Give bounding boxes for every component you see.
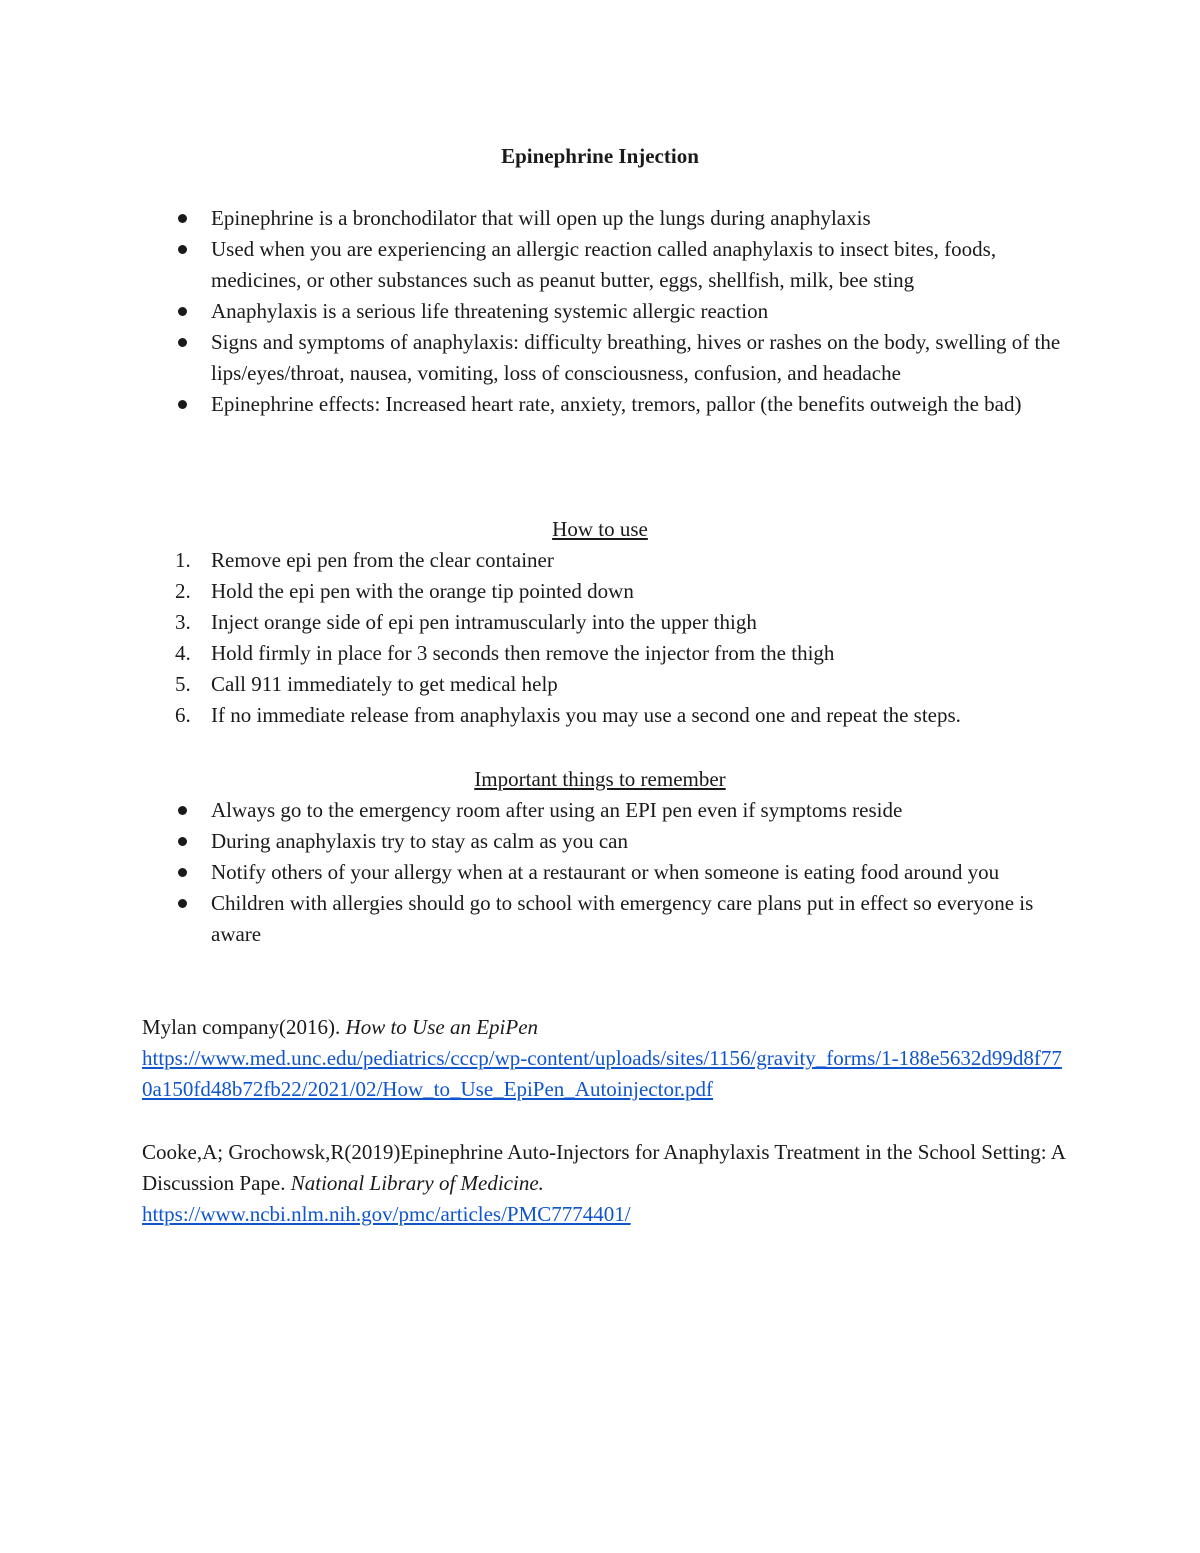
- step-number: 2.: [175, 579, 191, 603]
- step-number: 6.: [175, 703, 191, 727]
- list-item: [0, 234, 1071, 296]
- bullet-icon: [178, 806, 187, 815]
- list-item-text: Epinephrine effects: Increased heart rate, anxiety, tremors, pallor (the benefits outweigh the bad): [211, 392, 1022, 416]
- main-bullet-list: [0, 203, 1200, 420]
- list-item-text: Always go to the emergency room after using an EPI pen even if symptoms reside: [211, 798, 903, 822]
- step-number: 4.: [175, 641, 191, 665]
- list-item-text: Notify others of your allergy when at a restaurant or when someone is eating food around you: [211, 860, 1000, 884]
- list-item-text: Used when you are experiencing an allergic reaction called anaphylaxis to insect bites, foods, medicines, or other substances such as peanut butter, eggs, shellfish, milk, bee sting: [211, 237, 997, 292]
- reference-citation: [142, 1137, 1072, 1199]
- bullet-icon: [178, 245, 187, 254]
- document-title: Epinephrine Injection: [501, 144, 699, 168]
- step-item: [0, 545, 1071, 576]
- bullet-icon: [178, 400, 187, 409]
- important-list: [0, 795, 1200, 950]
- list-item-text: During anaphylaxis try to stay as calm as you can: [211, 829, 628, 853]
- list-item: [0, 203, 1071, 234]
- reference-url-line: [142, 1199, 1072, 1230]
- reference-author: Mylan company(2016).: [142, 1015, 346, 1039]
- bullet-icon: [178, 307, 187, 316]
- step-item: [0, 638, 1071, 669]
- step-number: 5.: [175, 672, 191, 696]
- reference-author: Cooke,A; Grochowsk,R(2019)Epinephrine Auto-Injectors for Anaphylaxis Treatment in the School Setting: A Discussion Pape.: [142, 1140, 1065, 1195]
- step-text: Inject orange side of epi pen intramuscularly into the upper thigh: [211, 610, 757, 634]
- reference-url-line: [142, 1043, 1072, 1105]
- step-text: Remove epi pen from the clear container: [211, 548, 554, 572]
- bullet-icon: [178, 868, 187, 877]
- reference-title: How to Use an EpiPen: [345, 1015, 539, 1039]
- list-item-text: Anaphylaxis is a serious life threatening systemic allergic reaction: [211, 299, 769, 323]
- reference-link[interactable]: https://www.ncbi.nlm.nih.gov/pmc/articles/PMC7774401/: [142, 1202, 631, 1226]
- step-number: 1.: [175, 548, 191, 572]
- bullet-icon: [178, 899, 187, 908]
- important-heading: Important things to remember: [474, 767, 726, 791]
- step-text: Hold firmly in place for 3 seconds then remove the injector from the thigh: [211, 641, 835, 665]
- list-item: [0, 857, 1071, 888]
- bullet-icon: [178, 338, 187, 347]
- step-text: Hold the epi pen with the orange tip pointed down: [211, 579, 634, 603]
- list-item: [0, 389, 1071, 420]
- reference-link[interactable]: https://www.med.unc.edu/pediatrics/cccp/wp-content/uploads/sites/1156/gravity_forms/1-188e5632d99d8f770a150fd48b72fb22/2021/02/How_to_Use_EpiPen_Autoinjector.pdf: [142, 1046, 1062, 1101]
- step-item: [0, 700, 1071, 731]
- step-text: Call 911 immediately to get medical help: [211, 672, 558, 696]
- list-item: [0, 327, 1071, 389]
- reference-2: [142, 1137, 1072, 1230]
- step-item: [0, 669, 1071, 700]
- bullet-icon: [178, 214, 187, 223]
- list-item-text: Children with allergies should go to school with emergency care plans put in effect so everyone is aware: [211, 891, 1034, 946]
- reference-citation: [142, 1012, 1072, 1043]
- bullet-icon: [178, 837, 187, 846]
- how-to-use-steps: [0, 545, 1200, 731]
- reference-1: [142, 1012, 1072, 1105]
- step-item: [0, 576, 1071, 607]
- list-item-text: Signs and symptoms of anaphylaxis: difficulty breathing, hives or rashes on the body, swelling of the lips/eyes/throat, nausea, vomiting, loss of consciousness, confusion, and headache: [211, 330, 1061, 385]
- list-item: [0, 795, 1071, 826]
- step-item: [0, 607, 1071, 638]
- step-text: If no immediate release from anaphylaxis you may use a second one and repeat the steps.: [211, 703, 961, 727]
- list-item: [0, 296, 1071, 327]
- list-item: [0, 826, 1071, 857]
- reference-journal: National Library of Medicine.: [290, 1171, 544, 1195]
- list-item: [0, 888, 1071, 950]
- how-to-use-heading: How to use: [552, 517, 648, 541]
- list-item-text: Epinephrine is a bronchodilator that will open up the lungs during anaphylaxis: [211, 206, 871, 230]
- step-number: 3.: [175, 610, 191, 634]
